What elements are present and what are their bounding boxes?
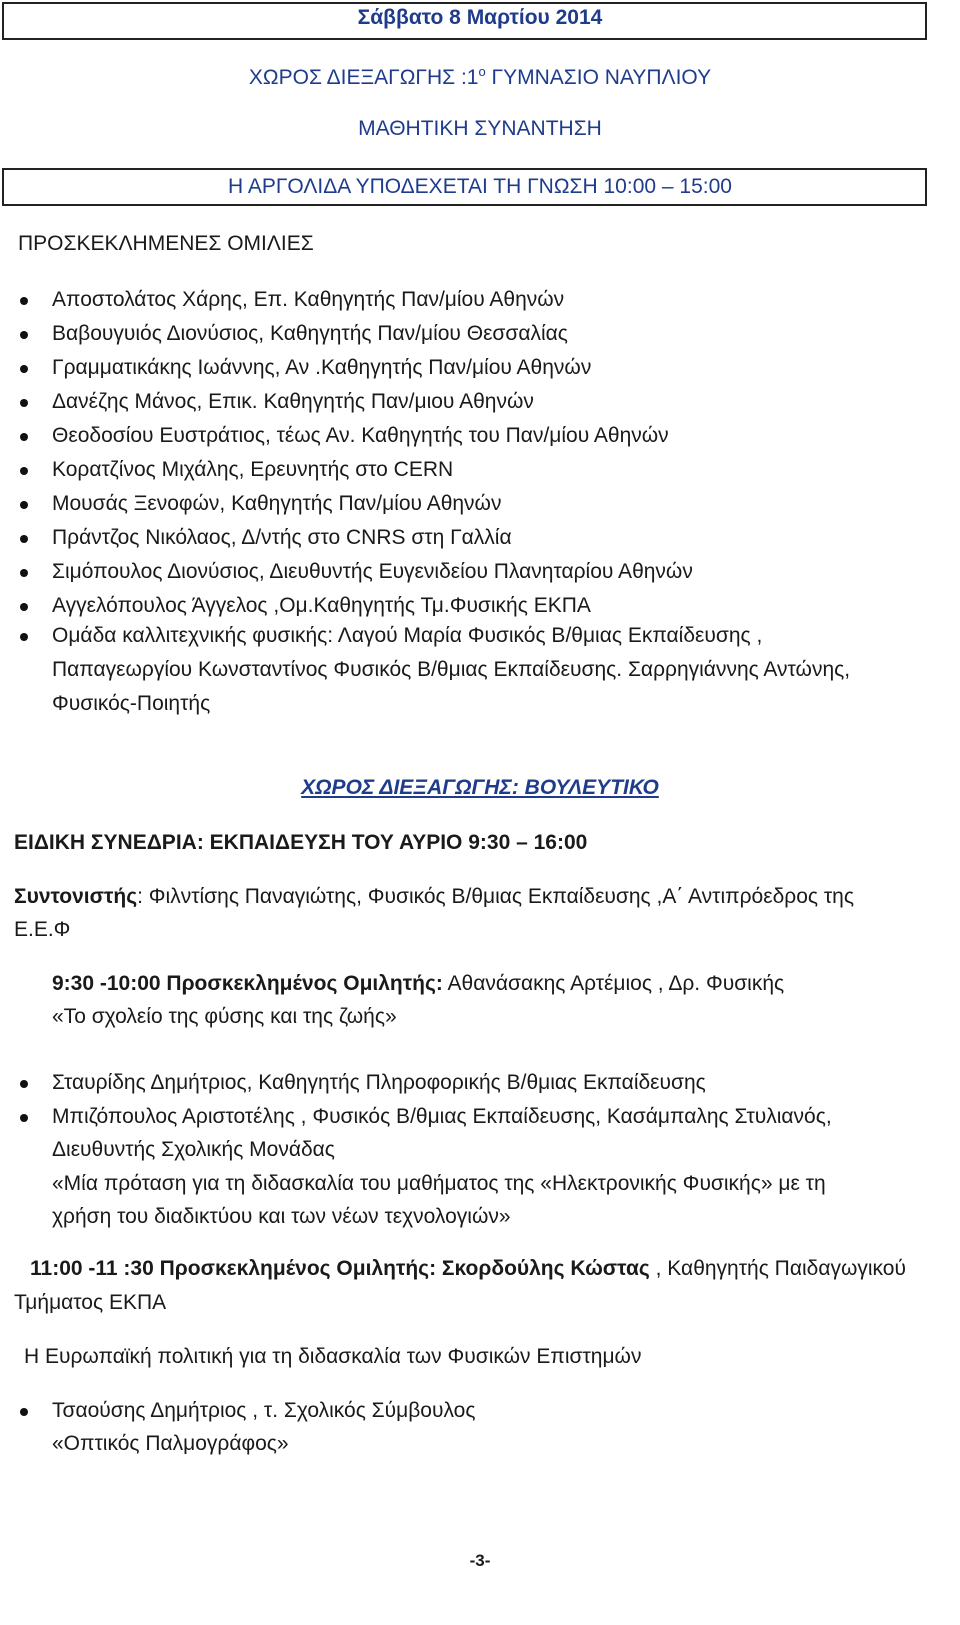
talk2-line-2: Τμήματος ΕΚΠΑ	[14, 1291, 167, 1314]
motto-heading: Η ΑΡΓΟΛΙΔΑ ΥΠΟΔΕΧΕΤΑΙ ΤΗ ΓΝΩΣΗ 10:00 – 15:00	[228, 175, 732, 198]
talk1-line	[52, 972, 784, 996]
bullet-icon	[20, 569, 28, 577]
talk1-time: 9:30 -10:00 Προσκεκλημένος Ομιλητής:	[52, 972, 443, 995]
talk1-speaker: Αθανάσακης Αρτέμιος , Δρ. Φυσικής	[442, 972, 785, 995]
invited-talk-item: Μουσάς Ξενοφών, Καθηγητής Παν/μίου Αθηνών	[52, 492, 502, 515]
invited-talk-item: Πράντζος Νικόλαος, Δ/ντής στο CNRS στη Γαλλία	[52, 526, 512, 549]
bullet-icon	[20, 433, 28, 441]
bullet-icon	[20, 633, 28, 641]
session-venue: ΧΩΡΟΣ ΔΙΕΞΑΓΩΓΗΣ: ΒΟΥΛΕΥΤΙΚΟ	[301, 776, 659, 799]
venue-sup: ο	[478, 64, 486, 79]
bullet-icon	[20, 1080, 28, 1088]
invited-talk-item: Θεοδοσίου Ευστράτιος, τέως Αν. Καθηγητής του Παν/μίου Αθηνών	[52, 424, 669, 447]
invited-talk-item: Αποστολάτος Χάρης, Επ. Καθηγητής Παν/μίου Αθηνών	[52, 288, 565, 311]
venue-prefix: ΧΩΡΟΣ ΔΙΕΞΑΓΩΓΗΣ :1	[248, 66, 479, 89]
session-title: ΕΙΔΙΚΗ ΣΥΝΕΔΡΙΑ: ΕΚΠΑΙΔΕΥΣΗ ΤΟΥ ΑΥΡΙΟ 9:30 – 16:00	[14, 831, 588, 854]
talk2-line	[30, 1257, 906, 1281]
item-a: Σταυρίδης Δημήτριος, Καθηγητής Πληροφορικής Β/θμιας Εκπαίδευσης	[52, 1071, 706, 1094]
talk2-rest: , Καθηγητής Παιδαγωγικού	[649, 1257, 906, 1280]
invited-talk-item: Σιμόπουλος Διονύσιος, Διευθυντής Ευγενιδείου Πλανηταρίου Αθηνών	[52, 560, 693, 583]
invited-talk-item: Δανέζης Μάνος, Επικ. Καθηγητής Παν/μιου Αθηνών	[52, 390, 534, 413]
bullet-icon	[20, 535, 28, 543]
art-group-line-1: Ομάδα καλλιτεχνικής φυσικής: Λαγού Μαρία Φυσικός Β/θμιας Εκπαίδευσης ,	[52, 624, 763, 647]
bullet-icon	[20, 1114, 28, 1122]
moderator-line-2: Ε.Ε.Φ	[14, 918, 71, 941]
bullet-icon	[20, 331, 28, 339]
item-b-line-1: Μπιζόπουλος Αριστοτέλης , Φυσικός Β/θμιας Εκπαίδευσης, Κασάμπαλης Στυλιανός,	[52, 1105, 832, 1128]
bullet-icon	[20, 399, 28, 407]
talk1-title: «Το σχολείο της φύσης και της ζωής»	[52, 1005, 397, 1028]
invited-talk-item: Βαβουγυιός Διονύσιος, Καθηγητής Παν/μίου Θεσσαλίας	[52, 322, 568, 345]
item-b-line-2: Διευθυντής Σχολικής Μονάδας	[52, 1138, 335, 1161]
bullet-icon	[20, 365, 28, 373]
bullet-icon	[20, 1408, 28, 1416]
art-group-line-2: Παπαγεωργίου Κωνσταντίνος Φυσικός Β/θμιας Εκπαίδευσης. Σαρρηγιάννης Αντώνης,	[52, 658, 851, 681]
item-c-line-2: «Οπτικός Παλμογράφος»	[52, 1432, 289, 1455]
talk2-bold: 11:00 -11 :30 Προσκεκλημένος Ομιλητής: Σκορδούλης Κώστας	[30, 1257, 650, 1280]
invited-talks-heading: ΠΡΟΣΚΕΚΛΗΜΕΝΕΣ ΟΜΙΛΙΕΣ	[18, 232, 314, 255]
item-b-line-3: «Μία πρόταση για τη διδασκαλία του μαθήματος της «Ηλεκτρονικής Φυσικής» με τη	[52, 1172, 826, 1195]
bullet-icon	[20, 467, 28, 475]
item-c-line-1: Τσαούσης Δημήτριος , τ. Σχολικός Σύμβουλος	[52, 1399, 476, 1422]
bullet-icon	[20, 297, 28, 305]
page-number: -3-	[469, 1551, 491, 1570]
venue-heading	[0, 64, 960, 90]
art-group-line-3: Φυσικός-Ποιητής	[52, 692, 211, 715]
invited-talk-item: Κορατζίνος Μιχάλης, Ερευνητής στο CERN	[52, 458, 454, 481]
venue-suffix: ΓΥΜΝΑΣΙΟ ΝΑΥΠΛΙΟΥ	[485, 66, 712, 89]
moderator-text: : Φιλντίσης Παναγιώτης, Φυσικός Β/θμιας Εκπαίδευσης ,Α΄ Αντιπρόεδρος της	[137, 885, 854, 908]
bullet-icon	[20, 501, 28, 509]
moderator-label: Συντονιστής	[14, 885, 138, 908]
date-heading: Σάββατο 8 Μαρτίου 2014	[357, 6, 603, 29]
invited-talk-item: Γραμματικάκης Ιωάννης, Αν .Καθηγητής Παν/μίου Αθηνών	[52, 356, 592, 379]
meeting-heading: ΜΑΘΗΤΙΚΗ ΣΥΝΑΝΤΗΣΗ	[358, 117, 602, 140]
bullet-icon	[20, 603, 28, 611]
invited-talk-item: Αγγελόπουλος Άγγελος ,Ομ.Καθηγητής Τμ.Φυσικής ΕΚΠΑ	[52, 594, 591, 617]
moderator-line	[14, 885, 854, 909]
item-b-line-4: χρήση του διαδικτύου και των νέων τεχνολογιών»	[52, 1205, 511, 1228]
talk2-title: Η Ευρωπαϊκή πολιτική για τη διδασκαλία των Φυσικών Επιστημών	[24, 1345, 642, 1368]
